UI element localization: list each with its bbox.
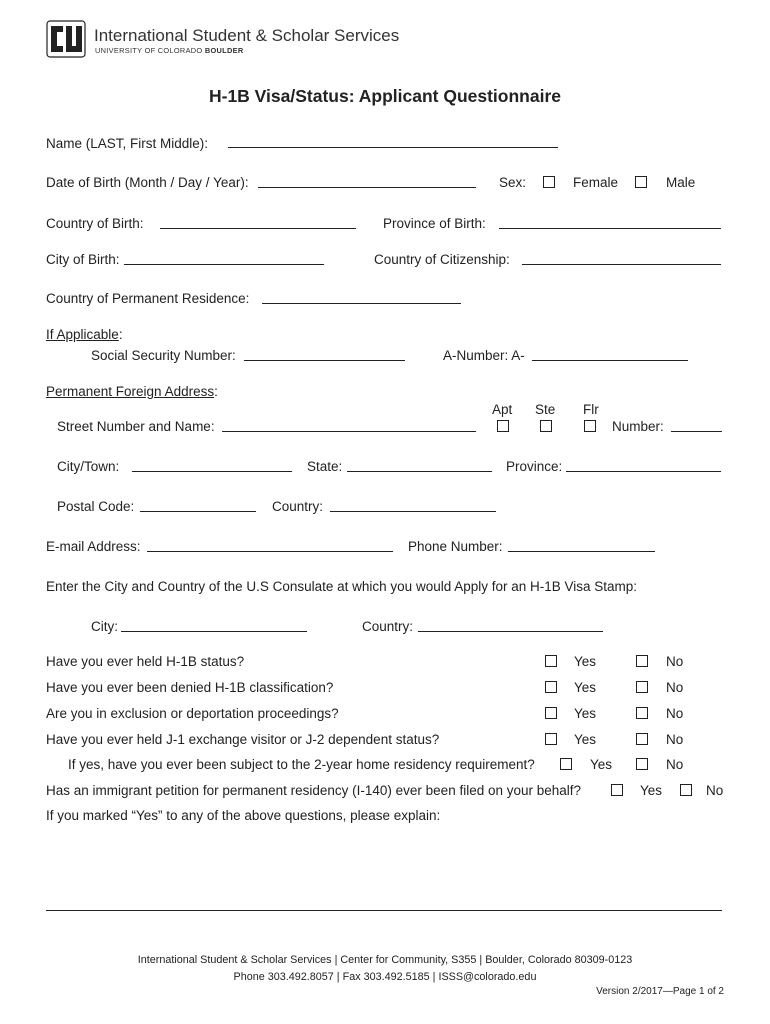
no-label: No: [666, 732, 684, 747]
ssn-field[interactable]: [244, 360, 405, 361]
no-label: No: [666, 680, 684, 695]
permanent-address-heading: Permanent Foreign Address:: [46, 384, 218, 399]
apt-checkbox[interactable]: [497, 420, 509, 432]
question-text: Have you ever held J-1 exchange visitor or J-2 dependent status?: [46, 732, 440, 747]
yes-label: Yes: [574, 706, 597, 721]
name-label: Name (LAST, First Middle):: [46, 136, 209, 151]
if-applicable-heading: If Applicable:: [46, 327, 123, 342]
footer-address: International Student & Scholar Services | Center for Community, S355 | Boulder, Colorado 80309-0123: [137, 954, 633, 966]
sex-label: Sex:: [499, 175, 527, 190]
dob-field[interactable]: [258, 187, 476, 188]
citizenship-field[interactable]: [522, 264, 721, 265]
dob-label: Date of Birth (Month / Day / Year):: [46, 175, 249, 190]
female-label: Female: [573, 175, 619, 190]
citizenship-label: Country of Citizenship:: [374, 252, 510, 267]
phone-label: Phone Number:: [408, 539, 503, 554]
address-country-label: Country:: [272, 499, 324, 514]
email-label: E-mail Address:: [46, 539, 141, 554]
email-field[interactable]: [147, 551, 393, 552]
org-name: International Student & Scholar Services: [94, 26, 400, 45]
country-of-birth-label: Country of Birth:: [46, 216, 144, 231]
consulate-country-field[interactable]: [418, 631, 603, 632]
yes-label: Yes: [640, 783, 663, 798]
no-checkbox[interactable]: [636, 655, 648, 667]
a-number-label: A-Number: A-: [443, 348, 525, 363]
page-title: H-1B Visa/Status: Applicant Questionnaire: [208, 86, 562, 106]
university-name: UNIVERSITY OF COLORADO BOULDER: [95, 46, 244, 55]
state-label: State:: [307, 459, 343, 474]
yes-checkbox[interactable]: [545, 707, 557, 719]
yes-checkbox[interactable]: [545, 681, 557, 693]
no-checkbox[interactable]: [636, 733, 648, 745]
flr-label: Flr: [583, 402, 599, 417]
no-checkbox[interactable]: [680, 784, 692, 796]
no-label: No: [666, 757, 684, 772]
apt-label: Apt: [492, 402, 513, 417]
name-field[interactable]: [228, 147, 558, 148]
no-checkbox[interactable]: [636, 707, 648, 719]
yes-label: Yes: [574, 654, 597, 669]
ssn-label: Social Security Number:: [91, 348, 236, 363]
question-text: Have you ever held H-1B status?: [46, 654, 245, 669]
city-of-birth-label: City of Birth:: [46, 252, 120, 267]
number-label: Number:: [612, 419, 664, 434]
question-text: Are you in exclusion or deportation proceedings?: [46, 706, 339, 721]
ste-checkbox[interactable]: [540, 420, 552, 432]
yes-label: Yes: [574, 732, 597, 747]
yes-label: Yes: [574, 680, 597, 695]
city-town-label: City/Town:: [57, 459, 120, 474]
residence-label: Country of Permanent Residence:: [46, 291, 250, 306]
explain-field[interactable]: [46, 910, 722, 911]
male-checkbox[interactable]: [635, 176, 647, 188]
number-field[interactable]: [671, 431, 722, 432]
city-of-birth-field[interactable]: [124, 264, 324, 265]
yes-label: Yes: [590, 757, 613, 772]
consulate-prompt: Enter the City and Country of the U.S Consulate at which you would Apply for an H-1B Visa Stamp:: [46, 579, 638, 594]
no-label: No: [706, 783, 724, 798]
phone-field[interactable]: [508, 551, 655, 552]
question-text: Have you ever been denied H-1B classification?: [46, 680, 334, 695]
postal-code-field[interactable]: [140, 511, 256, 512]
female-checkbox[interactable]: [543, 176, 555, 188]
street-label: Street Number and Name:: [57, 419, 215, 434]
province-of-birth-field[interactable]: [499, 228, 721, 229]
yes-checkbox[interactable]: [560, 758, 572, 770]
province-label: Province:: [506, 459, 563, 474]
no-checkbox[interactable]: [636, 758, 648, 770]
city-town-field[interactable]: [132, 471, 292, 472]
flr-checkbox[interactable]: [584, 420, 596, 432]
state-field[interactable]: [347, 471, 492, 472]
postal-code-label: Postal Code:: [57, 499, 135, 514]
yes-checkbox[interactable]: [545, 733, 557, 745]
consulate-country-label: Country:: [362, 619, 414, 634]
consulate-city-field[interactable]: [121, 631, 307, 632]
province-of-birth-label: Province of Birth:: [383, 216, 486, 231]
country-of-birth-field[interactable]: [160, 228, 356, 229]
yes-checkbox[interactable]: [545, 655, 557, 667]
no-label: No: [666, 706, 684, 721]
a-number-field[interactable]: [532, 360, 688, 361]
version-label: Version 2/2017—Page 1 of 2: [596, 986, 724, 997]
street-field[interactable]: [222, 431, 476, 432]
no-checkbox[interactable]: [636, 681, 648, 693]
no-label: No: [666, 654, 684, 669]
province-field[interactable]: [566, 471, 721, 472]
address-country-field[interactable]: [330, 511, 496, 512]
yes-checkbox[interactable]: [611, 784, 623, 796]
question-text: If yes, have you ever been subject to the 2-year home residency requirement?: [68, 757, 535, 772]
male-label: Male: [666, 175, 696, 190]
ste-label: Ste: [535, 402, 556, 417]
consulate-city-label: City:: [91, 619, 118, 634]
question-text: Has an immigrant petition for permanent residency (I-140) ever been filed on your behalf?: [46, 783, 582, 798]
cu-logo: [46, 20, 86, 58]
footer-contact: Phone 303.492.8057 | Fax 303.492.5185 | ISSS@colorado.edu: [233, 971, 537, 983]
residence-field[interactable]: [262, 303, 461, 304]
explain-prompt: If you marked “Yes” to any of the above questions, please explain:: [46, 808, 441, 823]
